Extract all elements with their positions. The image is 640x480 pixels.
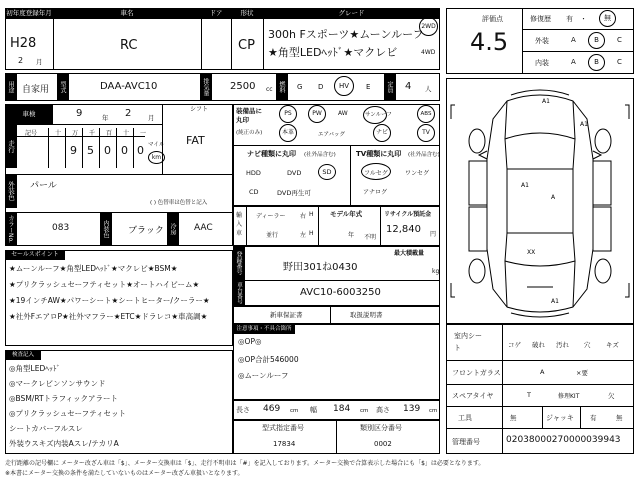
class-designation-label: 類別区分番号 <box>360 424 402 432</box>
score-label: 評価点 <box>482 15 503 23</box>
inspector-note-line: ◎BSM/RTトラフィックアラート <box>9 394 118 403</box>
nav-sd-marked: SD <box>318 164 336 180</box>
equip-abs-marked: ABS <box>417 105 435 123</box>
equip-airbag: エアバッグ <box>318 132 346 138</box>
interior-grade-label: 内装 <box>535 59 549 67</box>
seat-hole: 穴 <box>584 341 591 349</box>
mileage-digit: 0 <box>104 144 111 157</box>
import-label: 輸入車 <box>236 212 243 237</box>
exterior-color-value: パール <box>30 181 57 191</box>
door-label: ドア <box>201 8 231 19</box>
mileage-digit: 5 <box>87 144 94 157</box>
inspection-month-unit: 月 <box>148 114 155 122</box>
diagram-label-center: A <box>551 194 556 201</box>
car-name: RC <box>120 38 138 53</box>
spare-missing: 欠 <box>608 392 615 400</box>
length-value: 469 <box>263 404 281 414</box>
interior-grade-a: A <box>571 58 576 66</box>
exterior-grade-label: 外装 <box>535 37 549 45</box>
chassis-label: 車台番号 <box>233 280 245 306</box>
equip-tv-marked: TV <box>417 124 435 142</box>
jack-yes: 有 <box>590 414 597 422</box>
tools-none: 無 <box>510 414 517 422</box>
inspector-note-line: ◎プリクラッシュセーフティセット <box>9 409 127 418</box>
recycle-value: 12,840 <box>386 224 421 235</box>
seat-label: 室内シート <box>454 332 482 352</box>
sales-point-line: ★社外FエアロP★社外マフラー★ETC★ドラレコ★車高調★ <box>9 312 208 321</box>
recycle-label: リサイクル預託金 <box>384 211 432 218</box>
drive-4wd: 4WD <box>421 49 436 56</box>
model-value: DAA-AVC10 <box>100 81 158 92</box>
tv-type-label: TV種類に丸印 <box>356 150 402 158</box>
nav-dvd: DVD <box>287 169 302 177</box>
color-no-label: カラーNo. <box>5 212 17 246</box>
displacement-value: 2500 <box>230 81 256 92</box>
model-year-unit: 年 <box>348 232 355 239</box>
owner-manual: 取扱説明書 <box>350 311 383 319</box>
seats-value: 4 <box>405 81 412 92</box>
registration-value: 野田301ね0430 <box>283 262 358 273</box>
exterior-grade-b-marked: B <box>588 32 605 49</box>
damage-diagram <box>446 78 634 324</box>
documents-row <box>233 306 440 324</box>
grade-line-2: ★角型LEDﾍｯﾄﾞ★マクレビ <box>268 46 398 59</box>
color-no-value: 083 <box>52 223 70 233</box>
front-glass-a: A <box>540 368 545 376</box>
equipment-label: 装備品に丸印 <box>236 107 262 124</box>
mileage-digit: 0 <box>137 144 144 157</box>
footer-note-1: 走行距離の記号欄に メーター改ざん車は「$」、メーター交換車は「$」、走行不明車は「#」を記入しております。メーター交換で合算表示した場合にも「$」は必要となります。 <box>5 460 485 467</box>
mileage-unit-mile: マイル <box>148 142 165 148</box>
nav-hdd: HDD <box>246 169 261 177</box>
usage-row <box>5 73 440 101</box>
height-label: 高さ <box>376 406 390 414</box>
registration-label: 登録番号 <box>233 246 245 280</box>
ac-value: AAC <box>194 223 213 233</box>
tv-oneseg: ワンセグ <box>405 170 430 177</box>
import-dealer: ディーラー <box>256 213 286 220</box>
use-label: 用途 <box>5 73 17 101</box>
inspector-note-line: ◎角型LEDﾍｯﾄﾞ <box>9 364 61 373</box>
length-unit: cm <box>290 408 299 414</box>
interior-color-value: ブラック <box>128 226 164 236</box>
footer-note-2: ※本書にメーター交換の条件を満たしていないものはメーター改ざん車扱いとなります。 <box>5 470 244 477</box>
handle-left: H <box>309 230 314 237</box>
equip-aw: AW <box>338 110 348 117</box>
height-value: 139 <box>403 404 421 414</box>
seats-label: 定員 <box>384 73 396 101</box>
mileage-digit-header-100: 百 <box>106 130 113 137</box>
inspector-note-line: シートカバーフルスレ <box>9 424 83 433</box>
drive-2wd-marked: 2WD <box>419 17 438 36</box>
score-value: 4.5 <box>470 28 509 56</box>
max-load-unit: kg <box>432 268 440 275</box>
spare-repair-kit: 修理KIT <box>558 393 580 400</box>
shift-value: FAT <box>186 134 205 147</box>
attention-line: ◎OP合計546000 <box>238 355 299 364</box>
interior-grade-b-marked: B <box>588 54 605 71</box>
exterior-grade-c: C <box>617 36 622 44</box>
spare-tire-label: スペアタイヤ <box>452 392 494 400</box>
attention-line: ◎ムーンルーフ <box>238 371 289 380</box>
mileage-digit: 9 <box>70 144 77 157</box>
type-designation-value: 17834 <box>273 440 296 448</box>
first-reg-label: 初年度登録年月 <box>6 9 52 17</box>
class-designation-value: 0002 <box>374 440 392 448</box>
first-reg-month: 2 <box>18 56 24 65</box>
tv-fullseg-marked: フルセグ <box>364 170 388 177</box>
model-year-unknown: 不明 <box>364 234 377 241</box>
inspection-year-unit: 年 <box>102 114 109 122</box>
first-reg-month-unit: 月 <box>36 58 43 66</box>
fuel-option-d: D <box>318 83 324 91</box>
handle-right: H <box>309 211 314 218</box>
repair-history-label: 修復歴 <box>530 15 551 23</box>
mileage-digit-header-10: 十 <box>123 130 130 137</box>
tv-analog: アナログ <box>363 189 388 196</box>
use-value: 自家用 <box>22 85 50 95</box>
seats-unit: 人 <box>425 85 432 93</box>
grade-line-1: 300h Fスポーツ★ムーンルーフ <box>268 28 424 41</box>
car-outline-diagram <box>447 79 633 323</box>
spare-t: T <box>527 391 531 399</box>
tv-type-sub: (社外品含む) <box>408 152 440 158</box>
repair-yes: 有 <box>566 15 573 23</box>
fuel-label: 燃料 <box>276 73 288 101</box>
max-load-label: 最大積載量 <box>394 250 425 257</box>
mileage-digit-header-1k: 千 <box>89 130 96 137</box>
body-type: CP <box>238 38 255 53</box>
repair-no-marked: 無 <box>599 10 616 27</box>
grade-label: グレード <box>263 8 440 19</box>
equip-navi-marked: ナビ <box>373 124 391 142</box>
sales-point-line: ★プリクラッシュセーフティセット★オートハイビーム★ <box>9 280 200 289</box>
type-designation-label: 型式指定番号 <box>262 424 304 432</box>
nav-type-sub: (社外品含む) <box>304 152 336 158</box>
car-name-label: 車名 <box>53 8 201 19</box>
equip-sunroof-marked: サンルーフ <box>365 112 392 118</box>
front-glass-replace: ×要 <box>576 369 588 377</box>
nav-type-label: ナビ種類に丸印 <box>247 150 296 158</box>
management-no-label: 管理番号 <box>452 438 480 446</box>
model-year-label: モデル年式 <box>330 210 363 218</box>
body-label: 形状 <box>231 8 263 19</box>
inspection-month: 2 <box>125 108 132 119</box>
front-glass-label: フロントガラス <box>452 369 501 377</box>
diagram-label-left: A1 <box>521 182 529 189</box>
attention-label: 注意事項・不具合箇所 <box>233 324 295 334</box>
mileage-digit: 0 <box>121 144 128 157</box>
seat-burn: コゲ <box>508 341 521 349</box>
width-unit: cm <box>360 408 369 414</box>
diagram-label-front-right: A1 <box>580 121 588 128</box>
tools-label: 工具 <box>458 414 472 422</box>
interior-color-label: 内装色 <box>100 212 112 246</box>
sales-points-label: セールスポイント <box>5 250 65 260</box>
width-value: 184 <box>333 404 351 414</box>
exterior-color-note: ( ) 色替車は色替と記入 <box>150 200 208 206</box>
fuel-option-g: G <box>297 83 303 91</box>
new-car-warranty: 新車保証書 <box>270 311 303 319</box>
attention-line: ◎OP◎ <box>238 337 262 346</box>
handle-right-label: 右 <box>300 213 307 220</box>
seat-tear: 破れ <box>532 341 545 349</box>
sales-point-line: ★ムーンルーフ★角型LEDﾍｯﾄﾞ★マクレビ★BSM★ <box>9 264 178 273</box>
equipment-sub: (純正のみ) <box>236 130 263 136</box>
interior-grade-c: C <box>617 58 622 66</box>
mileage-digit-header-1: 一 <box>140 130 147 137</box>
diagram-label-top: A1 <box>542 98 550 105</box>
mileage-label: 走行 <box>5 124 17 168</box>
length-label: 長さ <box>236 406 250 414</box>
equip-ps-marked: PS <box>279 105 297 123</box>
inspector-note-line: 外装ウスキズ内装Aスレ/テカリA <box>9 439 119 448</box>
chassis-value: AVC10-6003250 <box>300 287 381 298</box>
first-reg-era: H28 <box>10 36 37 51</box>
height-unit: cm <box>429 408 438 414</box>
diagram-label-rear: A1 <box>551 298 559 305</box>
seat-scratch: キズ <box>606 341 619 349</box>
nav-dvd-playable: DVD再生可 <box>277 189 311 197</box>
jack-label: ジャッキ <box>546 414 574 422</box>
displacement-unit: cc <box>266 86 273 93</box>
ac-label: 冷房 <box>167 212 179 246</box>
fuel-option-hv-marked: HV <box>334 76 354 96</box>
equip-pw-marked: PW <box>308 105 326 123</box>
inspector-notes-label: 検査記入 <box>5 350 41 360</box>
displacement-label: 排気量 <box>200 73 212 101</box>
jack-none: 無 <box>616 414 623 422</box>
model-label: 型式 <box>57 73 69 101</box>
management-no-value: 02038000270000039943 <box>506 435 621 445</box>
recycle-yen: 円 <box>430 231 437 238</box>
mileage-digit-header-10k: 万 <box>72 130 79 137</box>
inspection-year: 9 <box>76 108 83 119</box>
equip-leather-marked: 本革 <box>279 124 297 142</box>
nav-cd: CD <box>249 188 259 196</box>
shift-label: シフト <box>190 106 209 113</box>
diagram-label-bottom: XX <box>527 249 536 256</box>
exterior-grade-a: A <box>571 36 576 44</box>
exterior-color-label: 外装色 <box>5 174 17 208</box>
sales-point-line: ★19インチAW★パワーシート★シートヒーター/クーラー★ <box>9 296 210 305</box>
inspector-note-line: ◎マークレビンソンサウンド <box>9 379 106 388</box>
import-parallel: 並行 <box>266 232 279 239</box>
mileage-digit-header-100k: 十 <box>55 130 62 137</box>
fuel-option-e: E <box>366 83 371 91</box>
seat-stain: 汚れ <box>556 341 569 349</box>
width-label: 幅 <box>310 406 317 414</box>
mileage-unit-km-marked: km <box>148 151 165 164</box>
inspection-label: 車検 <box>5 104 53 124</box>
handle-left-label: 左 <box>300 232 307 239</box>
mileage-record-label: 記号 <box>25 130 38 137</box>
